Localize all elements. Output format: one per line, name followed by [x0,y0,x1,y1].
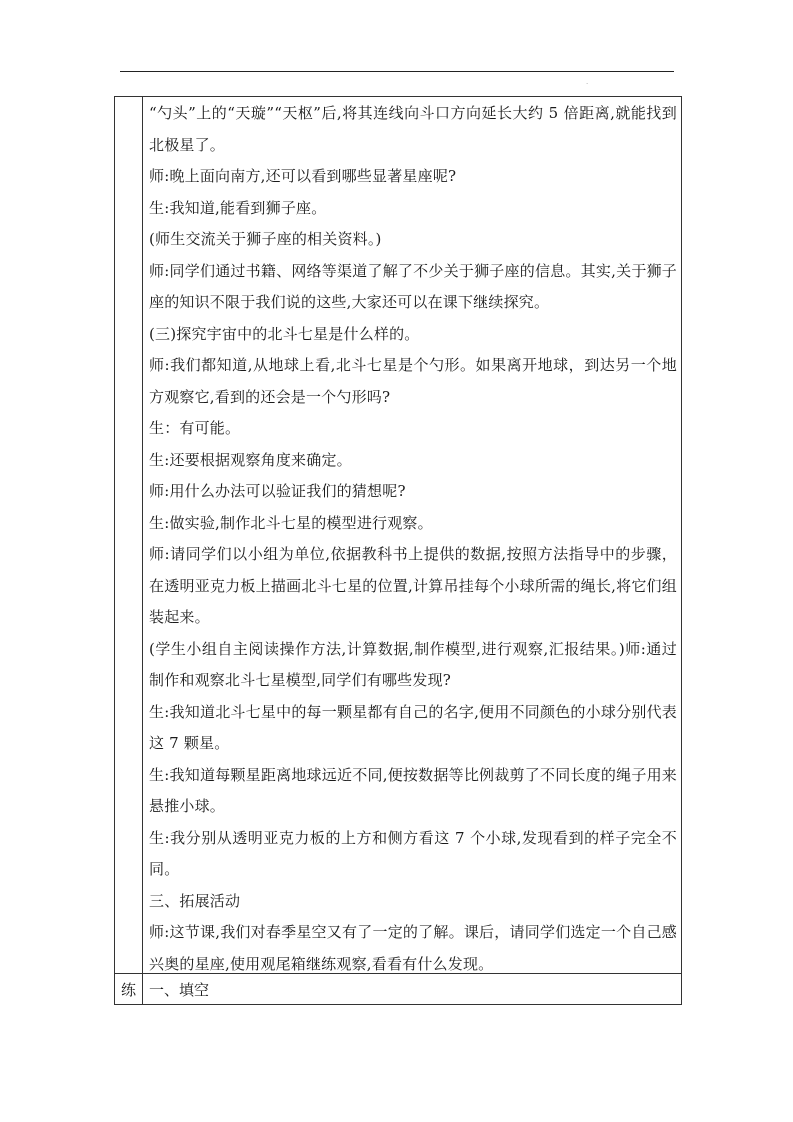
paragraph: 师:请同学们以小组为单位,依据教科书上提供的数据,按照方法指导中的步骤，在透明亚克力板上描画北斗七星的位置,计算吊挂每个小球所需的绳长,将它们组装起来。 [149,545,677,626]
paragraph: 师:我们都知道,从地球上看,北斗七星是个勺形。如果离开地球，到达另一个地方观察它,看到的还会是一个勺形吗? [149,356,677,406]
lesson-table [114,96,682,1005]
paragraph: 生：有可能。 [149,419,241,437]
paragraph: 生:还要根据观察角度来确定。 [149,450,352,469]
paragraph: 生:我知道北斗七星中的每一颗星都有自己的名字,便用不同颜色的小球分别代表这 7 颗星。 [149,702,677,752]
paragraph: (师生交流关于狮子座的相关资料。) [149,230,382,248]
section-heading: (三)探究宇宙中的北斗七星是什么样的。 [149,324,420,343]
lesson-process-row [115,97,681,973]
paragraph: 生:我知道,能看到狮子座。 [149,198,327,217]
paragraph: (学生小组自主阅读操作方法,计算数据,制作模型,进行观察,汇报结果。)师:通过制作和观察北斗七星模型,同学们有哪些发现? [149,639,677,689]
row-label-cell [115,97,143,973]
paragraph: 生:我分别从透明亚克力板的上方和侧方看这 7 个小球,发现看到的样子完全不同。 [149,828,677,878]
paragraph: “勺头”上的“天璇”“天枢”后,将其连线向斗口方向延长大约 5 倍距离,就能找到北极星了。 [149,104,677,154]
paragraph: 师:用什么办法可以验证我们的猜想呢? [149,482,406,500]
paragraph: 师:晚上面向南方,还可以看到哪些显著星座呢? [149,167,457,185]
exercise-content-cell: 一、填空 [149,981,210,999]
header-mark: · [586,80,589,88]
paragraph: 师:同学们通过书籍、网络等渠道了解了不少关于狮子座的信息。其实,关于狮子座的知识不限于我们说的这些,大家还可以在课下继续探究。 [149,261,677,311]
lesson-content-cell [143,97,681,973]
header-rule [120,71,674,72]
paragraph: 生:做实验,制作北斗七星的模型进行观察。 [149,513,433,532]
exercise-row [115,973,681,1004]
paragraph: 师:这节课,我们对春季星空又有了一定的了解。课后，请同学们选定一个自己感兴奥的星座,使用观尾箱继练观察,看看有什么发现。 [149,923,677,973]
paragraph: 生:我知道每颗星距离地球远近不同,便按数据等比例裁剪了不同长度的绳子用来悬推小球。 [149,765,677,815]
section-heading: 三、拓展活动 [149,891,241,910]
exercise-label-cell: 练 [115,974,143,1004]
